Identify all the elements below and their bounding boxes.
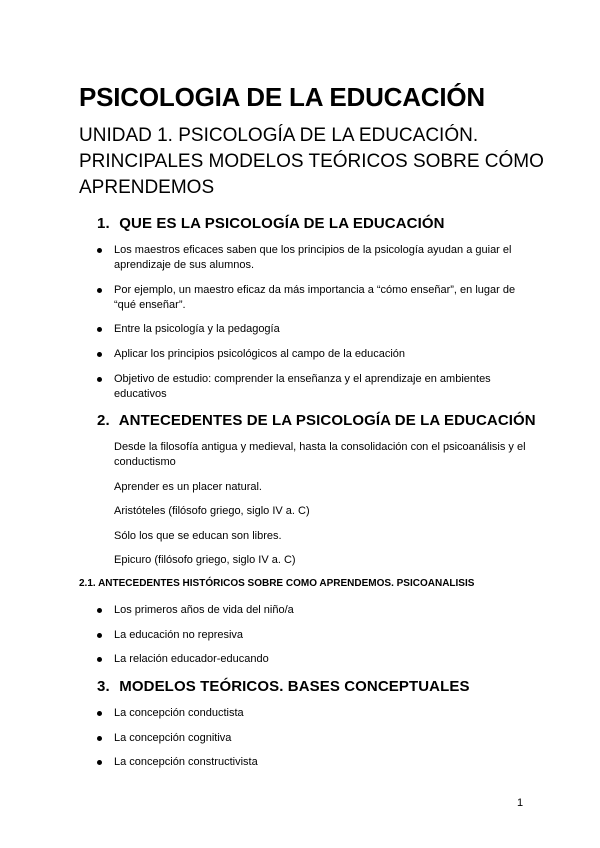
- list-item: La relación educador-educando: [97, 652, 537, 668]
- list-item: La concepción conductista: [97, 706, 537, 722]
- list-item: Aplicar los principios psicológicos al campo de la educación: [97, 347, 537, 363]
- list-item: La educación no represiva: [97, 628, 537, 644]
- paragraph: Desde la filosofía antigua y medieval, hasta la consolidación con el psicoanálisis y el conductismo: [114, 441, 526, 468]
- bullet-icon: [97, 711, 102, 716]
- page-number: 1: [517, 797, 524, 809]
- paragraph: Aristóteles (filósofo griego, siglo IV a. C): [114, 505, 310, 517]
- unit-title-line-3: APRENDEMOS: [79, 177, 215, 198]
- section-3-number: 3.: [97, 678, 110, 695]
- bullet-icon: [97, 633, 102, 638]
- bullet-icon: [97, 327, 102, 332]
- section-3-heading: [97, 678, 470, 695]
- unit-title-line-2: PRINCIPALES MODELOS TEÓRICOS SOBRE CÓMO: [79, 151, 544, 172]
- paragraph: Sólo los que se educan son libres.: [114, 530, 282, 542]
- list-item: Los maestros eficaces saben que los principios de la psicología ayudan a guiar el aprendizaje de sus alumnos.: [97, 243, 537, 275]
- bullet-icon: [97, 736, 102, 741]
- list-item: Entre la psicología y la pedagogía: [97, 322, 537, 338]
- section-1-heading: [97, 215, 445, 232]
- bullet-icon: [97, 608, 102, 613]
- section-3-heading-text: MODELOS TEÓRICOS. BASES CONCEPTUALES: [119, 678, 470, 695]
- list-item: La concepción cognitiva: [97, 731, 537, 747]
- section-2-number: 2.: [97, 412, 110, 429]
- bullet-icon: [97, 760, 102, 765]
- list-item: Por ejemplo, un maestro eficaz da más importancia a “cómo enseñar”, en lugar de “qué enseñar”.: [97, 283, 537, 315]
- unit-title-line-1: UNIDAD 1. PSICOLOGÍA DE LA EDUCACIÓN.: [79, 125, 479, 146]
- list-item: Objetivo de estudio: comprender la enseñanza y el aprendizaje en ambientes educativos: [97, 372, 537, 404]
- paragraph: Aprender es un placer natural.: [114, 481, 262, 493]
- bullet-icon: [97, 248, 102, 253]
- section-2-heading-text: ANTECEDENTES DE LA PSICOLOGÍA DE LA EDUCACIÓN: [118, 412, 536, 429]
- bullet-icon: [97, 288, 102, 293]
- bullet-icon: [97, 657, 102, 662]
- section-2-heading: [97, 412, 536, 429]
- section-1-heading-text: QUE ES LA PSICOLOGÍA DE LA EDUCACIÓN: [119, 215, 445, 232]
- paragraph: Epicuro (filósofo griego, siglo IV a. C): [114, 554, 296, 566]
- section-1-number: 1.: [97, 215, 110, 232]
- document-title: PSICOLOGIA DE LA EDUCACIÓN: [79, 82, 486, 112]
- bullet-icon: [97, 352, 102, 357]
- list-item: Los primeros años de vida del niño/a: [97, 603, 537, 619]
- section-2-1-heading: 2.1. ANTECEDENTES HISTÓRICOS SOBRE COMO APRENDEMOS. PSICOANALISIS: [79, 578, 475, 589]
- bullet-icon: [97, 377, 102, 382]
- list-item: La concepción constructivista: [97, 755, 537, 771]
